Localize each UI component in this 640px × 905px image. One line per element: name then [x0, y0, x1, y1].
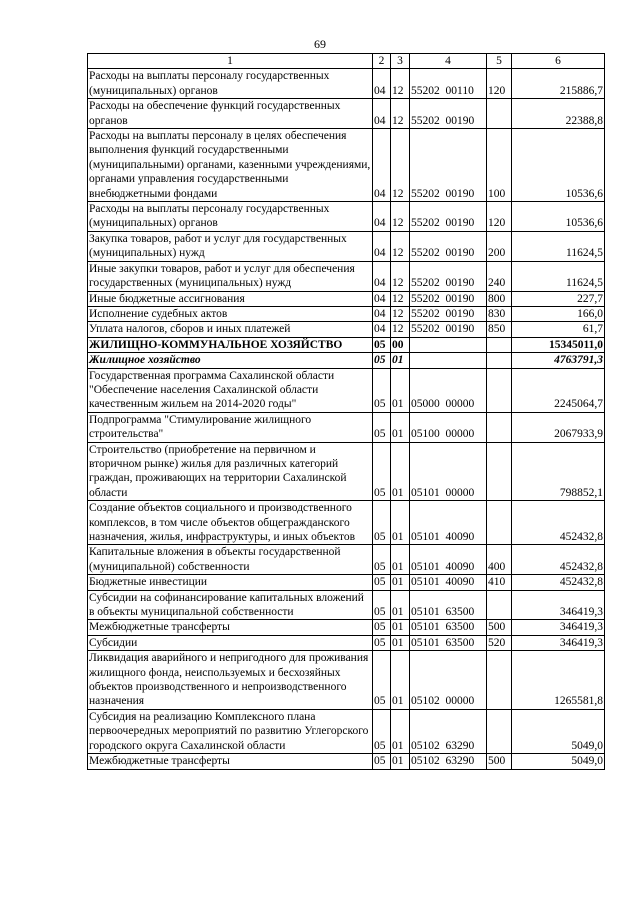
row-target-article: 05000 00000 — [410, 368, 487, 412]
row-section: 05 — [373, 442, 391, 501]
row-subsection: 12 — [391, 261, 410, 291]
row-target-article: 55202 00110 — [410, 69, 487, 99]
row-name: ЖИЛИЩНО-КОММУНАЛЬНОЕ ХОЗЯЙСТВО — [88, 337, 373, 352]
row-section: 05 — [373, 709, 391, 753]
table-row — [88, 129, 605, 202]
row-name: Межбюджетные трансферты — [88, 754, 373, 769]
row-name: Подпрограмма "Стимулирование жилищного строительства" — [88, 412, 373, 442]
table-row — [88, 575, 605, 590]
row-amount: 2245064,7 — [512, 368, 605, 412]
table-row — [88, 291, 605, 306]
row-amount: 452432,8 — [512, 545, 605, 575]
row-subsection: 01 — [391, 575, 410, 590]
row-section: 04 — [373, 69, 391, 99]
row-section: 04 — [373, 99, 391, 129]
row-target-article: 55202 00190 — [410, 202, 487, 232]
row-target-article: 05101 63500 — [410, 635, 487, 650]
row-expense-type: 520 — [487, 635, 512, 650]
row-section: 05 — [373, 412, 391, 442]
column-header-1: 1 — [88, 54, 373, 69]
budget-table — [87, 53, 605, 770]
row-name: Бюджетные инвестиции — [88, 575, 373, 590]
table-row — [88, 69, 605, 99]
row-subsection: 12 — [391, 306, 410, 321]
row-subsection: 12 — [391, 99, 410, 129]
row-expense-type: 500 — [487, 754, 512, 769]
row-section: 04 — [373, 202, 391, 232]
row-expense-type — [487, 99, 512, 129]
row-expense-type — [487, 442, 512, 501]
row-expense-type: 120 — [487, 202, 512, 232]
table-row — [88, 412, 605, 442]
row-expense-type: 830 — [487, 306, 512, 321]
row-expense-type — [487, 337, 512, 352]
row-amount: 215886,7 — [512, 69, 605, 99]
row-target-article: 05102 63290 — [410, 709, 487, 753]
table-row — [88, 501, 605, 545]
row-target-article: 05102 00000 — [410, 651, 487, 710]
row-name: Субсидии на софинансирование капитальных вложений в объекты муниципальной собственности — [88, 590, 373, 620]
table-row — [88, 635, 605, 650]
row-expense-type — [487, 501, 512, 545]
row-target-article — [410, 353, 487, 368]
table-row — [88, 231, 605, 261]
row-expense-type: 100 — [487, 129, 512, 202]
row-subsection: 12 — [391, 202, 410, 232]
row-target-article: 05101 40090 — [410, 545, 487, 575]
row-target-article: 55202 00190 — [410, 306, 487, 321]
row-target-article: 05101 40090 — [410, 575, 487, 590]
row-subsection: 01 — [391, 412, 410, 442]
row-amount: 166,0 — [512, 306, 605, 321]
table-row — [88, 442, 605, 501]
column-header-4: 4 — [410, 54, 487, 69]
row-name: Межбюджетные трансферты — [88, 620, 373, 635]
row-expense-type — [487, 590, 512, 620]
row-target-article: 05100 00000 — [410, 412, 487, 442]
row-subsection: 00 — [391, 337, 410, 352]
row-target-article: 05101 63500 — [410, 620, 487, 635]
row-amount: 798852,1 — [512, 442, 605, 501]
row-expense-type — [487, 709, 512, 753]
table-row — [88, 620, 605, 635]
row-name: Жилищное хозяйство — [88, 353, 373, 368]
row-name: Субсидии — [88, 635, 373, 650]
row-subsection: 01 — [391, 754, 410, 769]
row-amount: 227,7 — [512, 291, 605, 306]
row-name: Субсидия на реализацию Комплексного плана первоочередных мероприятий по развитию Углегорского городского округа Сахалинской области — [88, 709, 373, 753]
row-section: 05 — [373, 353, 391, 368]
row-expense-type: 410 — [487, 575, 512, 590]
row-amount: 5049,0 — [512, 709, 605, 753]
row-amount: 5049,0 — [512, 754, 605, 769]
row-amount: 346419,3 — [512, 620, 605, 635]
row-expense-type: 200 — [487, 231, 512, 261]
row-name: Строительство (приобретение на первичном и вторичном рынке) жилья для различных категорий граждан, проживающих на территории Сахалинской области — [88, 442, 373, 501]
row-subsection: 01 — [391, 353, 410, 368]
row-target-article: 55202 00190 — [410, 291, 487, 306]
row-subsection: 01 — [391, 501, 410, 545]
row-subsection: 01 — [391, 545, 410, 575]
row-target-article: 05101 63500 — [410, 590, 487, 620]
row-section: 04 — [373, 261, 391, 291]
row-amount: 15345011,0 — [512, 337, 605, 352]
row-section: 04 — [373, 306, 391, 321]
row-subsection: 01 — [391, 590, 410, 620]
row-name: Закупка товаров, работ и услуг для государственных (муниципальных) нужд — [88, 231, 373, 261]
table-row — [88, 261, 605, 291]
row-target-article: 55202 00190 — [410, 261, 487, 291]
row-target-article — [410, 337, 487, 352]
row-section: 05 — [373, 501, 391, 545]
row-expense-type: 850 — [487, 322, 512, 337]
row-target-article: 55202 00190 — [410, 129, 487, 202]
row-expense-type: 240 — [487, 261, 512, 291]
row-name: Ликвидация аварийного и непригодного для проживания жилищного фонда, неиспользуемых и бесхозяйных объектов производственного и непроизводственного назначения — [88, 651, 373, 710]
row-name: Государственная программа Сахалинской области "Обеспечение населения Сахалинской области качественным жильем на 2014-2020 годы" — [88, 368, 373, 412]
row-section: 05 — [373, 620, 391, 635]
row-target-article: 05101 00000 — [410, 442, 487, 501]
row-section: 04 — [373, 231, 391, 261]
row-name: Иные бюджетные ассигнования — [88, 291, 373, 306]
table-row — [88, 545, 605, 575]
row-subsection: 01 — [391, 635, 410, 650]
column-header-2: 2 — [373, 54, 391, 69]
row-name: Капитальные вложения в объекты государственной (муниципальной) собственности — [88, 545, 373, 575]
row-amount: 4763791,3 — [512, 353, 605, 368]
table-row — [88, 99, 605, 129]
table-row — [88, 202, 605, 232]
row-section: 04 — [373, 291, 391, 306]
row-section: 05 — [373, 754, 391, 769]
row-name: Создание объектов социального и производственного комплексов, в том числе объектов общегражданского назначения, жилья, инфраструктуры, и иных объектов — [88, 501, 373, 545]
row-amount: 1265581,8 — [512, 651, 605, 710]
row-target-article: 55202 00190 — [410, 231, 487, 261]
row-amount: 61,7 — [512, 322, 605, 337]
row-target-article: 55202 00190 — [410, 322, 487, 337]
row-expense-type: 400 — [487, 545, 512, 575]
row-section: 04 — [373, 322, 391, 337]
row-section: 05 — [373, 575, 391, 590]
column-header-5: 5 — [487, 54, 512, 69]
row-section: 05 — [373, 545, 391, 575]
column-header-6: 6 — [512, 54, 605, 69]
row-name: Иные закупки товаров, работ и услуг для обеспечения государственных (муниципальных) нужд — [88, 261, 373, 291]
row-subsection: 01 — [391, 709, 410, 753]
row-section: 05 — [373, 368, 391, 412]
row-subsection: 01 — [391, 620, 410, 635]
header-row — [88, 54, 605, 69]
table-row — [88, 368, 605, 412]
row-amount: 452432,8 — [512, 575, 605, 590]
row-amount: 346419,3 — [512, 635, 605, 650]
table-row — [88, 651, 605, 710]
table-body — [88, 69, 605, 769]
column-header-3: 3 — [391, 54, 410, 69]
row-expense-type — [487, 368, 512, 412]
row-expense-type: 500 — [487, 620, 512, 635]
row-section: 05 — [373, 590, 391, 620]
row-amount: 11624,5 — [512, 231, 605, 261]
table-row — [88, 353, 605, 368]
row-amount: 2067933,9 — [512, 412, 605, 442]
row-expense-type — [487, 353, 512, 368]
row-expense-type — [487, 651, 512, 710]
row-name: Уплата налогов, сборов и иных платежей — [88, 322, 373, 337]
row-target-article: 05102 63290 — [410, 754, 487, 769]
row-name: Расходы на выплаты персоналу государственных (муниципальных) органов — [88, 69, 373, 99]
row-subsection: 12 — [391, 231, 410, 261]
row-subsection: 01 — [391, 368, 410, 412]
row-name: Расходы на выплаты персоналу в целях обеспечения выполнения функций государственными (муниципальными) органами, казенными учреждениями, органами управления государственными внебюджетными фондами — [88, 129, 373, 202]
table-row — [88, 306, 605, 321]
table-row — [88, 709, 605, 753]
row-expense-type: 120 — [487, 69, 512, 99]
row-subsection: 12 — [391, 291, 410, 306]
row-subsection: 01 — [391, 651, 410, 710]
table-row — [88, 590, 605, 620]
page-number: 69 — [314, 37, 326, 51]
row-subsection: 12 — [391, 69, 410, 99]
row-amount: 10536,6 — [512, 129, 605, 202]
row-expense-type: 800 — [487, 291, 512, 306]
row-section: 05 — [373, 635, 391, 650]
row-section: 05 — [373, 337, 391, 352]
table-row — [88, 322, 605, 337]
row-target-article: 55202 00190 — [410, 99, 487, 129]
row-section: 05 — [373, 651, 391, 710]
row-name: Расходы на выплаты персоналу государственных (муниципальных) органов — [88, 202, 373, 232]
row-amount: 10536,6 — [512, 202, 605, 232]
row-subsection: 12 — [391, 322, 410, 337]
table-row — [88, 754, 605, 769]
table-row — [88, 337, 605, 352]
row-subsection: 01 — [391, 442, 410, 501]
row-amount: 11624,5 — [512, 261, 605, 291]
row-name: Расходы на обеспечение функций государственных органов — [88, 99, 373, 129]
row-section: 04 — [373, 129, 391, 202]
row-amount: 452432,8 — [512, 501, 605, 545]
row-target-article: 05101 40090 — [410, 501, 487, 545]
row-expense-type — [487, 412, 512, 442]
row-name: Исполнение судебных актов — [88, 306, 373, 321]
row-amount: 22388,8 — [512, 99, 605, 129]
row-subsection: 12 — [391, 129, 410, 202]
row-amount: 346419,3 — [512, 590, 605, 620]
